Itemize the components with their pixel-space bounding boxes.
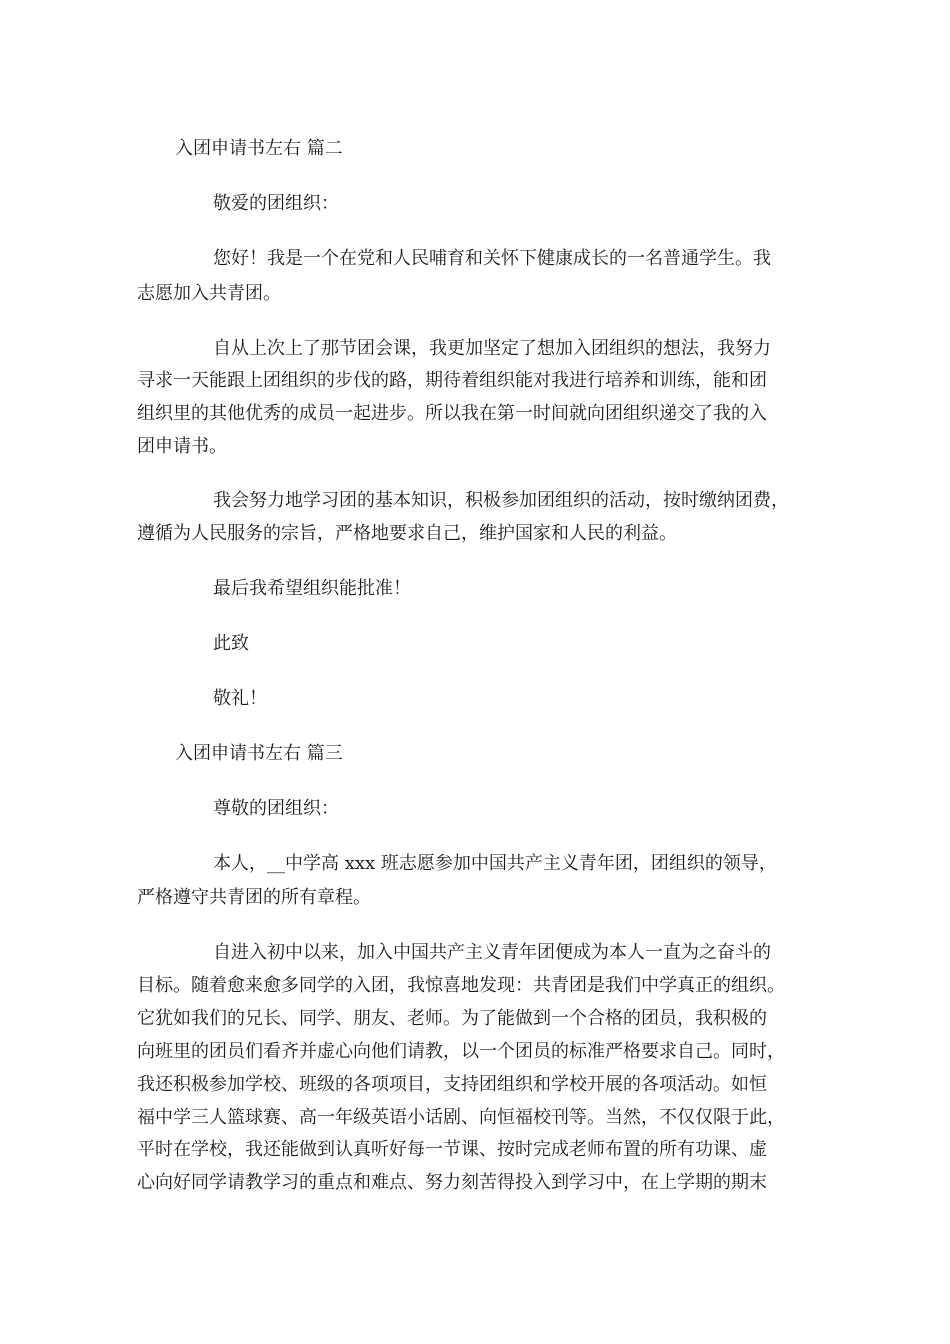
paragraph-line: 本人，__中学高 xxx 班志愿参加中国共产主义青年团，团组织的领导， bbox=[213, 853, 777, 874]
paragraph-line: 它犹如我们的兄长、同学、朋友、老师。为了能做到一个合格的团员，我积极的 bbox=[137, 1008, 767, 1029]
paragraph-line: 自进入初中以来，加入中国共产主义青年团便成为本人一直为之奋斗的 bbox=[213, 942, 771, 963]
paragraph-line: 目标。随着愈来愈多同学的入团，我惊喜地发现：共青团是我们中学真正的组织。 bbox=[137, 975, 785, 996]
paragraph-line: 寻求一天能跟上团组织的步伐的路，期待着组织能对我进行培养和训练，能和团 bbox=[137, 370, 767, 391]
paragraph-line: 平时在学校，我还能做到认真听好每一节课、按时完成老师布置的所有功课、虚 bbox=[137, 1139, 767, 1160]
paragraph-line: 组织里的其他优秀的成员一起进步。所以我在第一时间就向团组织递交了我的入 bbox=[137, 403, 767, 424]
paragraph-line: 志愿加入共青团。 bbox=[137, 283, 281, 304]
paragraph-line: 福中学三人篮球赛、高一年级英语小话剧、向恒福校刊等。当然，不仅仅限于此， bbox=[137, 1107, 785, 1128]
section-heading: 入团申请书左右 篇三 bbox=[175, 743, 343, 764]
paragraph-line: 心向好同学请教学习的重点和难点、努力刻苦得投入到学习中，在上学期的期末 bbox=[137, 1172, 767, 1193]
closing-line: 此致 bbox=[213, 633, 249, 654]
paragraph-line: 严格遵守共青团的所有章程。 bbox=[137, 887, 371, 908]
paragraph-line: 自从上次上了那节团会课，我更加坚定了想加入团组织的想法，我努力 bbox=[213, 338, 771, 359]
paragraph-line: 我会努力地学习团的基本知识，积极参加团组织的活动，按时缴纳团费， bbox=[213, 490, 789, 511]
salutation: 敬爱的团组织： bbox=[213, 193, 339, 214]
paragraph-line: 团申请书。 bbox=[137, 436, 227, 457]
closing-line: 敬礼！ bbox=[213, 688, 267, 709]
paragraph-line: 最后我希望组织能批准！ bbox=[213, 578, 411, 599]
paragraph-line: 我还积极参加学校、班级的各项项目，支持团组织和学校开展的各项活动。如恒 bbox=[137, 1074, 767, 1095]
paragraph-line: 向班里的团员们看齐并虚心向他们请教，以一个团员的标准严格要求自己。同时， bbox=[137, 1041, 785, 1062]
salutation: 尊敬的团组织： bbox=[213, 798, 339, 819]
paragraph-line: 遵循为人民服务的宗旨，严格地要求自己，维护国家和人民的利益。 bbox=[137, 523, 677, 544]
section-heading: 入团申请书左右 篇二 bbox=[175, 138, 343, 159]
paragraph-line: 您好！我是一个在党和人民哺育和关怀下健康成长的一名普通学生。我 bbox=[213, 248, 771, 269]
